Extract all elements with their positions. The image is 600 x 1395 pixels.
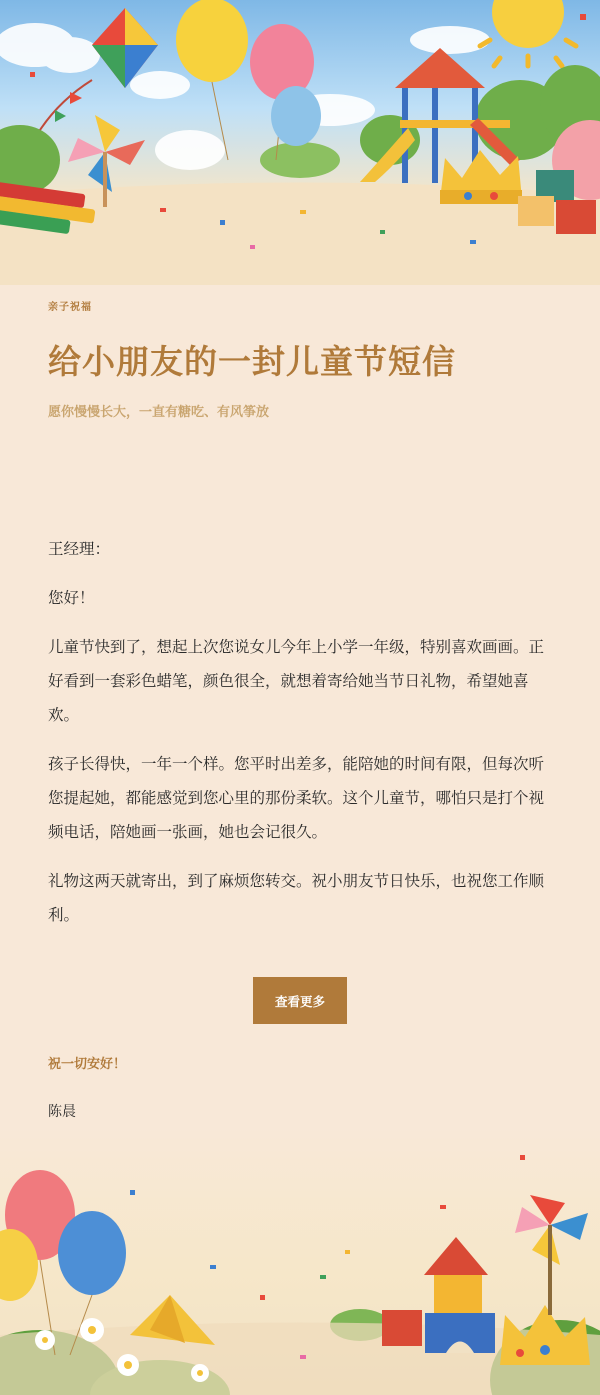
toys-scene-illustration	[0, 1125, 600, 1395]
page-title: 给小朋友的一封儿童节短信	[48, 342, 456, 381]
pinwheel-icon	[515, 1195, 588, 1315]
letter-paragraph: 礼物这两天就寄出，到了麻烦您转交。祝小朋友节日快乐，也祝您工作顺利。	[48, 872, 545, 924]
crown-icon	[500, 1305, 590, 1365]
letter-paragraph: 孩子长得快，一年一个样。您平时出差多，能陪她的时间有限，但每次听您提起她，都能感觉到您心里的那份柔软。这个儿童节，哪怕只是打个视频电话，陪她画一张画，她也会记很久。	[48, 755, 545, 841]
balloons-icon	[0, 1170, 126, 1355]
page-subtitle: 愿你慢慢长大，一直有糖吃、有风筝放	[48, 405, 270, 420]
footer-illustration	[0, 1125, 600, 1395]
sender-signature: 陈晨	[48, 1104, 76, 1120]
letter-paragraph: 儿童节快到了，想起上次您说女儿今年上小学一年级，特别喜欢画画。正好看到一套彩色蜡笔，颜色很全，就想着寄给她当节日礼物，希望她喜欢。	[48, 638, 545, 724]
sun-icon	[480, 0, 576, 66]
letter-greeting: 您好！	[48, 589, 95, 607]
letter-salutation: 王经理：	[48, 540, 111, 558]
hero-illustration	[0, 0, 600, 285]
toy-blocks-icon	[382, 1237, 495, 1353]
closing-wish: 祝一切安好！	[48, 1057, 127, 1072]
playground-scene-illustration	[0, 0, 600, 285]
view-more-button[interactable]: 查看更多	[253, 977, 347, 1024]
letter-body	[48, 532, 558, 947]
eyebrow-tag: 亲子祝福	[48, 302, 92, 313]
